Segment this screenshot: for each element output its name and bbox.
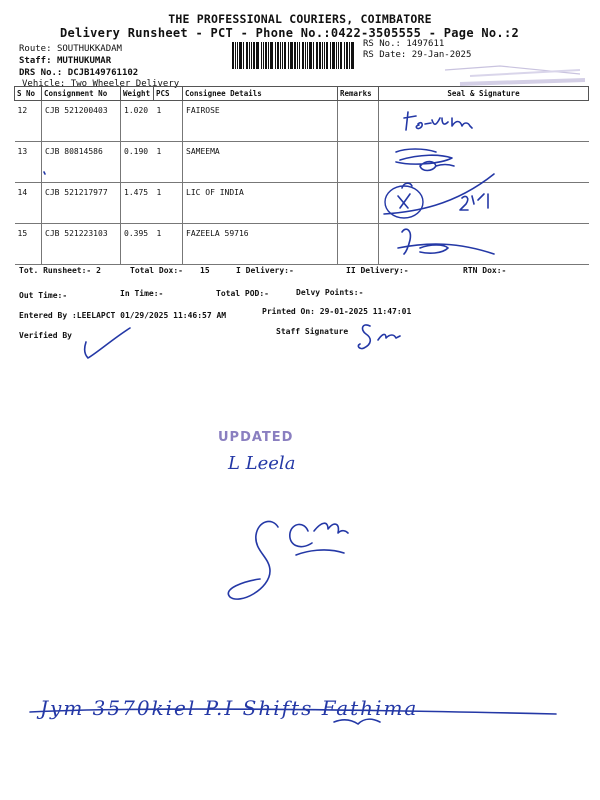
delvy-points: Delvy Points:- xyxy=(296,288,364,297)
row-weight: 1.475 xyxy=(121,183,154,224)
rs-date-label: RS Date: xyxy=(363,50,407,60)
row-weight: 1.020 xyxy=(121,101,154,142)
table-row xyxy=(15,224,589,265)
ii-delivery: II Delivery:- xyxy=(346,266,409,275)
col-sno: S No xyxy=(15,87,42,101)
col-pcs: PCS xyxy=(154,87,183,101)
bottom-handwritten-note: Jym 3570kiel P.I Shifts Fathima xyxy=(40,696,419,720)
rs-no-value: 1497611 xyxy=(406,39,445,49)
rs-no-line xyxy=(363,39,444,49)
row-pcs: 1 xyxy=(154,142,183,183)
table-row xyxy=(15,142,589,183)
drs-label: DRS No.: xyxy=(19,68,63,78)
entered-by: Entered By :LEELAPCT 01/29/2025 11:46:57 AM xyxy=(19,311,227,320)
row-signature xyxy=(379,101,589,142)
row-consignment: CJB 521217977 xyxy=(42,183,121,224)
updated-stamp: UPDATED xyxy=(218,430,294,445)
row-consignment: CJB 521223103 xyxy=(42,224,121,265)
col-remarks: Remarks xyxy=(338,87,379,101)
staff-line xyxy=(19,56,111,66)
runsheet-subtitle: Delivery Runsheet - PCT - Phone No.:0422-3505555 - Page No.:2 xyxy=(60,26,520,40)
table-header-row xyxy=(15,87,589,101)
route-value: SOUTHUKKADAM xyxy=(56,44,122,54)
total-dox-value: 15 xyxy=(200,266,210,275)
col-seal-signature: Seal & Signature xyxy=(379,87,589,101)
staff-label: Staff: xyxy=(19,56,52,66)
row-sno: 12 xyxy=(15,101,42,142)
staff-value: MUTHUKUMAR xyxy=(56,56,112,66)
row-pcs: 1 xyxy=(154,101,183,142)
row-consignee: FAZEELA 59716 xyxy=(183,224,338,265)
total-dox-label: Total Dox:- xyxy=(130,266,183,275)
row-remarks xyxy=(338,224,379,265)
col-weight: Weight xyxy=(121,87,154,101)
row-consignee: FAIROSE xyxy=(183,101,338,142)
row-remarks xyxy=(338,142,379,183)
table-row xyxy=(15,101,589,142)
total-pod: Total POD:- xyxy=(216,289,269,298)
row-signature xyxy=(379,224,589,265)
row-signature xyxy=(379,142,589,183)
route-line xyxy=(19,44,122,54)
row-consignment: CJB 521200403 xyxy=(42,101,121,142)
route-label: Route: xyxy=(19,44,52,54)
in-time: In Time:- xyxy=(120,289,164,298)
row-consignee: LIC OF INDIA xyxy=(183,183,338,224)
col-consignee: Consignee Details xyxy=(183,87,338,101)
row-weight: 0.395 xyxy=(121,224,154,265)
row-pcs: 1 xyxy=(154,183,183,224)
vehicle-label: Vehicle: xyxy=(22,79,66,89)
row-sno: 13 xyxy=(15,142,42,183)
rs-no-label: RS No.: xyxy=(363,39,401,49)
out-time: Out Time:- xyxy=(19,291,68,300)
drs-value: DCJB149761102 xyxy=(67,68,139,78)
rs-date-value: 29-Jan-2025 xyxy=(411,50,472,60)
large-signature xyxy=(200,505,380,615)
i-delivery: I Delivery:- xyxy=(236,266,294,275)
rtn-dox: RTN Dox:- xyxy=(463,266,507,275)
row-consignee: SAMEEMA xyxy=(183,142,338,183)
col-consignment: Consignment No xyxy=(42,87,121,101)
table-row xyxy=(15,183,589,224)
row-sno: 14 xyxy=(15,183,42,224)
row-signature xyxy=(379,183,589,224)
staff-signature-mark xyxy=(358,325,400,349)
row-weight: 0.190 xyxy=(121,142,154,183)
row-remarks xyxy=(338,183,379,224)
printed-on: Printed On: 29-01-2025 11:47:01 xyxy=(262,307,412,316)
row-remarks xyxy=(338,101,379,142)
verified-by-label: Verified By xyxy=(19,331,72,340)
company-title: THE PROFESSIONAL COURIERS, COIMBATORE xyxy=(168,12,432,26)
handwritten-name: L Leela xyxy=(228,453,296,474)
drs-line xyxy=(19,68,138,78)
verified-by-mark xyxy=(85,328,130,358)
barcode xyxy=(232,42,356,69)
staff-signature-label: Staff Signature xyxy=(276,327,349,336)
row-pcs: 1 xyxy=(154,224,183,265)
row-consignment: CJB 80814586 xyxy=(42,142,121,183)
runsheet-table xyxy=(14,86,589,265)
row-sno: 15 xyxy=(15,224,42,265)
vehicle-value: Two Wheeler Delivery xyxy=(70,79,180,89)
tot-runsheet: Tot. Runsheet:- 2 xyxy=(19,266,101,275)
